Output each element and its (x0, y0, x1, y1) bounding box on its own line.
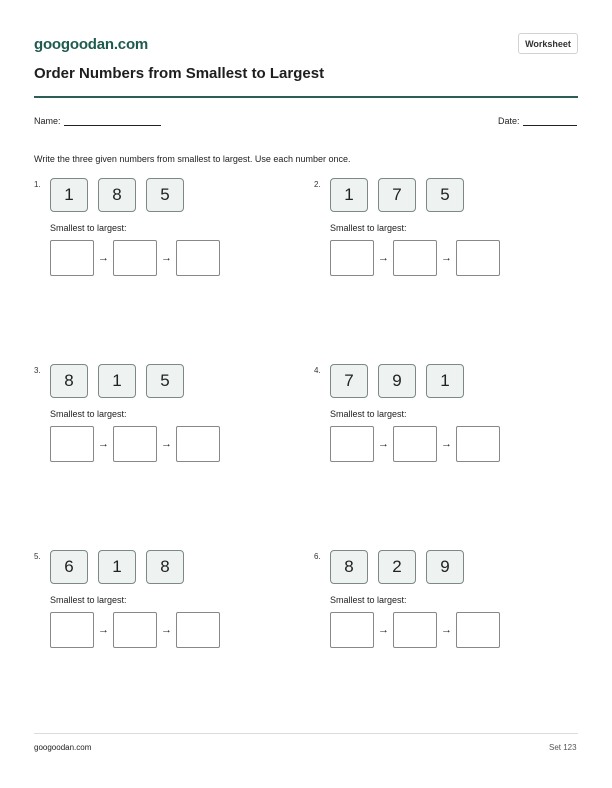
problem-5 (34, 550, 274, 680)
date-input-line[interactable] (523, 115, 577, 126)
name-field (34, 115, 161, 126)
date-label: Date: (498, 116, 520, 126)
order-prompt: Smallest to largest: (330, 595, 407, 605)
number-tile: 5 (146, 178, 184, 212)
answer-box[interactable] (176, 426, 220, 462)
number-tile: 9 (378, 364, 416, 398)
number-tile: 8 (330, 550, 368, 584)
number-tile: 8 (98, 178, 136, 212)
instructions: Write the three given numbers from smallest to largest. Use each number once. (34, 154, 351, 164)
date-field (498, 115, 577, 126)
arrow-icon: → (98, 624, 109, 636)
problem-number: 4. (314, 366, 321, 375)
name-label: Name: (34, 116, 61, 126)
arrow-icon: → (378, 252, 389, 264)
answer-row (330, 426, 500, 462)
name-input-line[interactable] (64, 115, 161, 126)
order-prompt: Smallest to largest: (50, 595, 127, 605)
number-tile: 6 (50, 550, 88, 584)
problem-number: 2. (314, 180, 321, 189)
answer-box[interactable] (50, 426, 94, 462)
number-tile: 8 (146, 550, 184, 584)
order-prompt: Smallest to largest: (330, 223, 407, 233)
problem-number: 3. (34, 366, 41, 375)
answer-box[interactable] (176, 240, 220, 276)
arrow-icon: → (378, 438, 389, 450)
number-tile: 5 (426, 178, 464, 212)
number-tile: 7 (378, 178, 416, 212)
footer-divider (34, 733, 578, 734)
answer-row (330, 612, 500, 648)
header-divider (34, 96, 578, 98)
arrow-icon: → (161, 438, 172, 450)
arrow-icon: → (441, 438, 452, 450)
answer-box[interactable] (113, 240, 157, 276)
footer-site: googoodan.com (34, 743, 92, 752)
page-title: Order Numbers from Smallest to Largest (34, 65, 325, 82)
answer-box[interactable] (113, 612, 157, 648)
problem-6 (314, 550, 554, 680)
answer-box[interactable] (393, 612, 437, 648)
order-prompt: Smallest to largest: (50, 409, 127, 419)
answer-row (50, 240, 220, 276)
arrow-icon: → (441, 624, 452, 636)
given-numbers (330, 178, 474, 212)
answer-box[interactable] (113, 426, 157, 462)
problem-4 (314, 364, 554, 494)
arrow-icon: → (161, 624, 172, 636)
number-tile: 1 (98, 364, 136, 398)
number-tile: 1 (50, 178, 88, 212)
worksheet-badge: Worksheet (518, 33, 578, 54)
number-tile: 1 (98, 550, 136, 584)
number-tile: 5 (146, 364, 184, 398)
number-tile: 1 (426, 364, 464, 398)
problem-1 (34, 178, 274, 308)
arrow-icon: → (98, 252, 109, 264)
answer-box[interactable] (393, 426, 437, 462)
answer-box[interactable] (50, 240, 94, 276)
problem-3 (34, 364, 274, 494)
arrow-icon: → (441, 252, 452, 264)
answer-box[interactable] (176, 612, 220, 648)
answer-box[interactable] (330, 240, 374, 276)
answer-box[interactable] (330, 612, 374, 648)
problem-number: 6. (314, 552, 321, 561)
number-tile: 7 (330, 364, 368, 398)
answer-box[interactable] (330, 426, 374, 462)
order-prompt: Smallest to largest: (50, 223, 127, 233)
answer-box[interactable] (456, 240, 500, 276)
arrow-icon: → (98, 438, 109, 450)
number-tile: 8 (50, 364, 88, 398)
number-tile: 2 (378, 550, 416, 584)
answer-row (50, 612, 220, 648)
answer-box[interactable] (456, 612, 500, 648)
answer-box[interactable] (456, 426, 500, 462)
given-numbers (50, 550, 194, 584)
arrow-icon: → (161, 252, 172, 264)
footer-set-label: Set 123 (549, 743, 577, 752)
arrow-icon: → (378, 624, 389, 636)
given-numbers (50, 178, 194, 212)
problem-number: 1. (34, 180, 41, 189)
given-numbers (330, 364, 474, 398)
answer-box[interactable] (50, 612, 94, 648)
given-numbers (330, 550, 474, 584)
brand-logo: googoodan.com (34, 36, 149, 53)
problem-number: 5. (34, 552, 41, 561)
number-tile: 1 (330, 178, 368, 212)
number-tile: 9 (426, 550, 464, 584)
given-numbers (50, 364, 194, 398)
answer-row (330, 240, 500, 276)
answer-row (50, 426, 220, 462)
problem-2 (314, 178, 554, 308)
order-prompt: Smallest to largest: (330, 409, 407, 419)
answer-box[interactable] (393, 240, 437, 276)
